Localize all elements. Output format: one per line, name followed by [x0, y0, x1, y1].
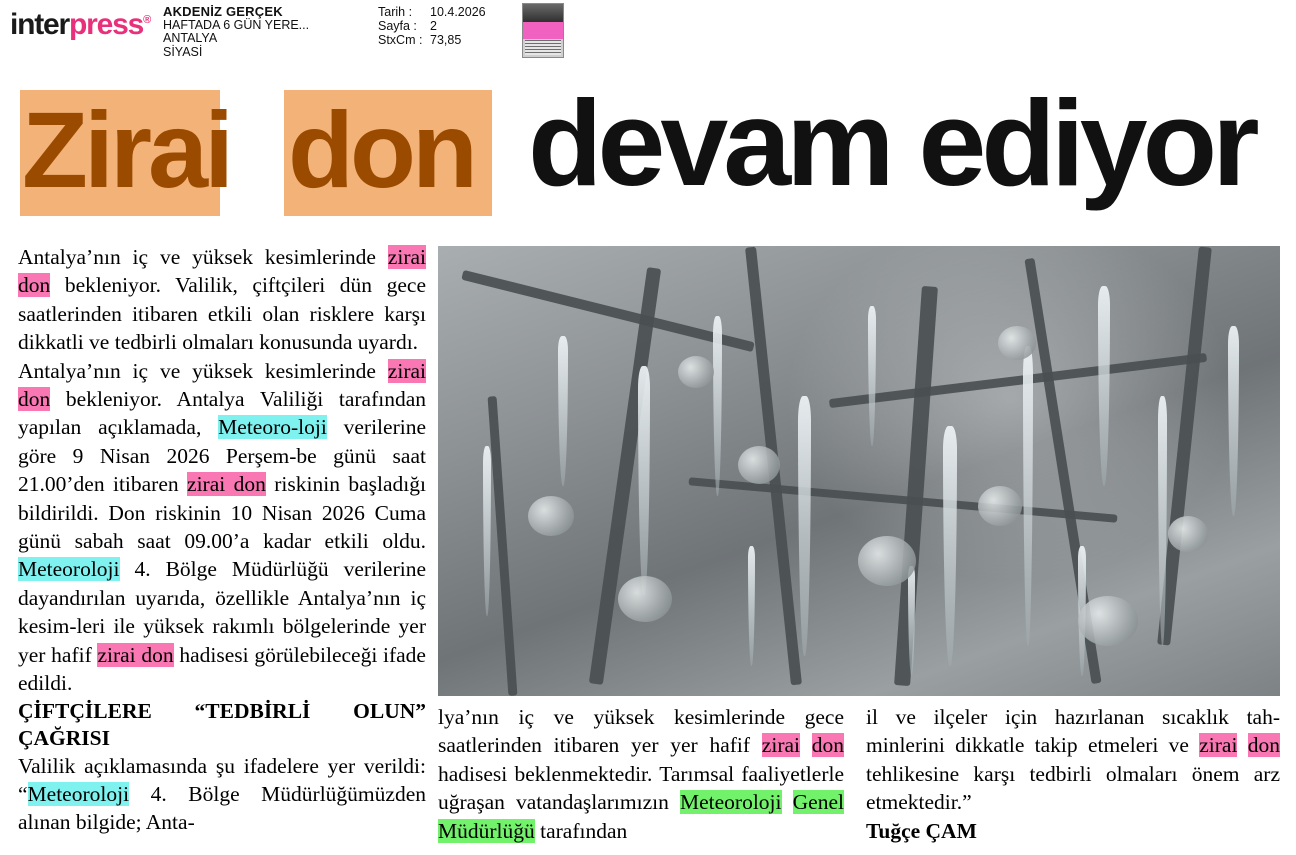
highlight-meteoroloji: Meteoroloji: [18, 557, 120, 582]
publication-category: SİYASİ: [163, 44, 203, 59]
paragraph-body-4: [866, 703, 1280, 817]
thumbnail-pink-band: [523, 22, 563, 39]
metadata-date-row: [378, 5, 486, 19]
publication-name: AKDENİZ GERÇEK: [163, 4, 283, 19]
article-byline: Tuğçe ÇAM: [866, 818, 977, 843]
highlight-mudurlugu: Müdürlüğü: [438, 818, 535, 843]
text-run: il ve ilçeler için hazırlanan sıcaklık tah-minlerini dikkatle takip etmeleri ve: [866, 705, 1280, 758]
highlight-zirai-don: zirai don: [97, 642, 174, 667]
highlight-genel: Genel: [792, 790, 844, 815]
highlight-meteoroloji-cont: loji: [298, 415, 327, 440]
photo-blossom: [998, 326, 1036, 360]
publication-frequency: HAFTADA 6 GÜN YERE...: [163, 17, 310, 32]
photo-blossom: [1078, 596, 1138, 646]
photo-blossom: [978, 486, 1022, 526]
metadata-stxcm-row: [378, 33, 486, 47]
text-run: bekleniyor. Valilik, çiftçileri dün gece saatlerinden itibaren etkili olan risklere karşı dikkatli ve tedbirli olmaları konusunda uyardı.: [18, 273, 426, 355]
text-run: riskinin başladığı bildirildi. Don riskinin 10 Nisan 2026 Cuma günü sabah saat 09.00’a kadar etkili oldu.: [18, 472, 426, 554]
publication-info: [163, 5, 309, 59]
date-label: Tarih :: [378, 5, 413, 19]
highlight-meteoroloji: Meteoroloji: [679, 790, 782, 815]
logo-text-inter: inter: [10, 8, 70, 41]
photo-blossom: [1168, 516, 1208, 552]
text-run: verilerine göre 9 Nisan 2026 Perşem-be günü saat 21.00’den itibaren: [18, 415, 426, 497]
article-column-1: [18, 243, 426, 837]
text-run: Antalya’nın iç ve yüksek kesimlerinde: [18, 245, 388, 269]
paragraph-body-2: [18, 752, 426, 837]
page-value: 2: [430, 19, 437, 33]
highlight-zirai: zirai: [1199, 733, 1238, 758]
highlight-don: don: [811, 733, 845, 758]
article-column-3: [866, 703, 1280, 845]
highlight-zirai: zirai: [761, 733, 800, 758]
logo-text-press: press: [69, 8, 144, 41]
paragraph-body-1: [18, 357, 426, 698]
text-run: Antalya’nın iç ve yüksek kesimlerinde: [18, 358, 388, 383]
highlight-don: don: [1247, 733, 1280, 758]
article-photo-icy-branches: [438, 246, 1280, 696]
text-run: 4. Bölge Müdürlüğü verilerine dayandırılan uyarıda, özellikle Antalya’nın iç kesim-leri ile yüksek rakımlı bölgelerinde yer yer hafif: [18, 557, 426, 667]
page-thumbnail[interactable]: [522, 3, 564, 58]
photo-blossom: [858, 536, 916, 586]
text-run: 4. Bölge Müdürlüğümüzden alınan bilgide; Anta-: [18, 781, 426, 835]
document-header: [0, 0, 1296, 74]
interpress-logo: [10, 8, 150, 42]
clipping-metadata: [378, 5, 486, 47]
text-run: tehlikesine karşı tedbirli olmaları önem arz etmektedir.”: [866, 761, 1280, 815]
text-run: hadisesi beklenmektedir. Tarımsal faaliyetlerle uğraşan vatandaşlarımızın: [438, 761, 844, 815]
photo-blossom: [528, 496, 574, 536]
thumbnail-text-lines: [525, 40, 561, 55]
headline-word-zirai: Zirai: [22, 89, 231, 210]
highlight-zirai-don: zirai don: [18, 245, 426, 298]
metadata-page-row: [378, 19, 486, 33]
text-run: tarafından: [534, 818, 628, 843]
paragraph-body-3: [438, 703, 844, 845]
text-run: hadisesi görülebileceği ifade edildi.: [18, 642, 426, 696]
thumbnail-top-band: [523, 4, 563, 22]
paragraph-lead: [18, 243, 426, 357]
page-label: Sayfa :: [378, 19, 417, 33]
date-value: 10.4.2026: [430, 5, 486, 19]
highlight-meteoroloji: Meteoroloji: [27, 781, 130, 806]
article-column-2: [438, 703, 844, 845]
text-run: lya’nın iç ve yüksek kesimlerinde gece saatlerinden itibaren yer yer hafif: [438, 705, 844, 758]
highlight-meteoroloji: Meteoro-: [218, 415, 299, 440]
photo-blossom: [738, 446, 780, 484]
article-headline: [0, 75, 1296, 227]
headline-rest: devam ediyor: [528, 75, 1255, 211]
article-subheading: ÇİFTÇİLERE “TEDBİRLİ OLUN” ÇAĞRISI: [18, 698, 426, 750]
photo-blossom: [678, 356, 714, 388]
headline-word-don: don: [288, 89, 474, 210]
stxcm-label: StxCm :: [378, 33, 423, 47]
text-run: bekleniyor. Antalya Valiliği tarafından yapılan açıklamada,: [18, 387, 426, 440]
publication-city: ANTALYA: [163, 31, 218, 45]
text-run: Valilik açıklamasında şu ifadelere yer verildi: “: [18, 753, 426, 806]
highlight-zirai-don: zirai don: [18, 358, 426, 412]
highlight-zirai-don: zirai don: [187, 472, 266, 497]
stxcm-value: 73,85: [430, 33, 462, 47]
photo-blossom: [618, 576, 672, 622]
registered-mark-icon: ®: [143, 14, 150, 26]
